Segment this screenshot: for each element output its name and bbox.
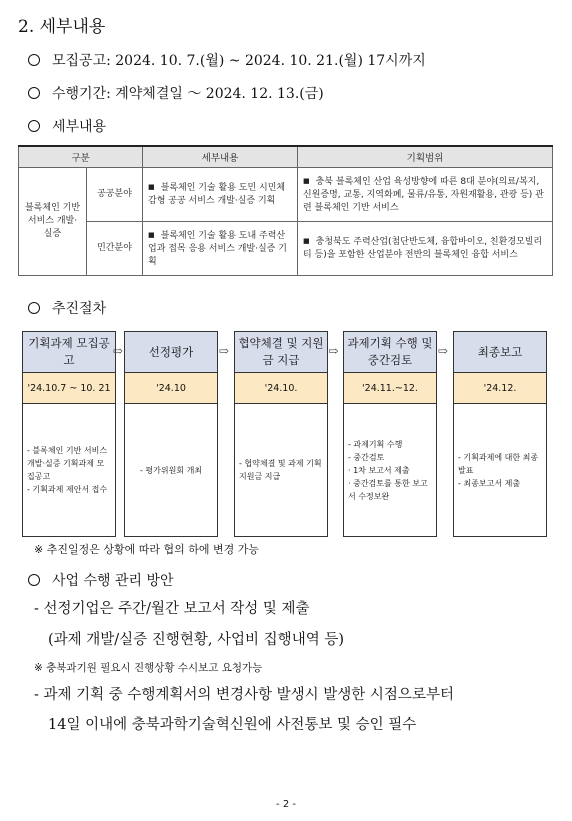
- bullet-detail: 세부내용: [28, 116, 106, 136]
- arrow-right-icon: ⇨: [438, 344, 449, 358]
- bullet-procedure: 추진절차: [28, 298, 106, 318]
- step-title: 최종보고: [454, 332, 546, 373]
- detail-cell: ■ 블록체인 기술 활용 도민 시민체감형 공공 서비스 개발·실증 기획: [143, 168, 298, 222]
- management-line-2: (과제 개발/실증 진행현황, 사업비 집행내역 등): [48, 632, 344, 648]
- circle-bullet-icon: [28, 574, 40, 586]
- step-date: '24.10: [125, 373, 217, 404]
- procedure-step: [343, 331, 437, 537]
- scope-cell: ■ 충북 블록체인 산업 육성방향에 따른 8대 분야(의료/복지, 신원증명, 교통, 지역화폐, 물류/유통, 자원재활용, 관광 등) 관련 블록체인 기반 서비스: [298, 168, 553, 222]
- step-body: - 협약체결 및 과제 기획지원금 지급: [239, 459, 322, 481]
- management-note: ※ 충북과기원 필요시 진행상황 수시보고 요청가능: [34, 662, 263, 674]
- step-title: 과제기획 수행 및 중간검토: [344, 332, 436, 373]
- page-number: - 2 -: [276, 799, 296, 810]
- step-body: - 평가위원회 개최: [139, 465, 203, 475]
- bullet-period: 수행기간: 계약체결일 ～ 2024. 12. 13.(금): [28, 83, 324, 103]
- arrow-right-icon: ⇨: [328, 344, 339, 358]
- management-line-3: - 과제 기획 중 수행계획서의 변경사항 발생시 발생한 시점으로부터: [34, 687, 454, 703]
- bullet-management: 사업 수행 관리 방안: [28, 570, 174, 590]
- schedule-note: ※ 추진일정은 상황에 따라 협의 하에 변경 가능: [34, 543, 259, 556]
- detail-table: [18, 145, 553, 276]
- step-title: 선정평가: [125, 332, 217, 373]
- arrow-right-icon: ⇨: [219, 344, 230, 358]
- bullet-recruit: 모집공고: 2024. 10. 7.(월) ~ 2024. 10. 21.(월) 17시까지: [28, 50, 426, 70]
- step-body: - 블록체인 기반 서비스 개발·실증 기획과제 모집공고 - 기획과제 제안서 접수: [27, 446, 108, 494]
- step-body: - 과제기획 수행 - 중간검토 · 1차 보고서 제출 · 중간검토를 통한 보고서 수정보완: [348, 439, 428, 501]
- step-date: '24.10.: [235, 373, 327, 404]
- step-date: '24.10.7 ~ 10. 21: [23, 373, 115, 404]
- step-body: - 기획과제에 대한 최종발표 - 최종보고서 제출: [458, 452, 539, 488]
- table-header-row: [19, 146, 553, 168]
- step-title: 기획과제 모집공고: [23, 332, 115, 373]
- category-cell: 공공분야: [87, 168, 143, 222]
- procedure-step: [22, 331, 116, 537]
- scope-cell: ■ 충청북도 주력산업(첨단반도체, 융합바이오, 친환경모빌리티 등)을 포함한 산업분야 전반의 블록체인 융합 서비스: [298, 222, 553, 276]
- procedure-step: [453, 331, 547, 537]
- step-title: 협약체결 및 지원금 지급: [235, 332, 327, 373]
- category-cell: 민간분야: [87, 222, 143, 276]
- management-line-4: 14일 이내에 충북과학기술혁신원에 사전통보 및 승인 필수: [48, 717, 417, 733]
- table-header: 세부내용: [143, 146, 298, 168]
- circle-bullet-icon: [28, 120, 40, 132]
- circle-bullet-icon: [28, 54, 40, 66]
- table-row: [19, 222, 553, 276]
- step-date: '24.12.: [454, 373, 546, 404]
- section-title: 2. 세부내용: [18, 17, 106, 37]
- group-label: 블록체인 기반 서비스 개발·실증: [19, 168, 87, 276]
- detail-cell: ■ 블록체인 기술 활용 도내 주력산업과 접목 응용 서비스 개발·실증 기획: [143, 222, 298, 276]
- procedure-step: [234, 331, 328, 537]
- management-line-1: - 선정기업은 주간/월간 보고서 작성 및 제출: [34, 601, 310, 617]
- circle-bullet-icon: [28, 302, 40, 314]
- circle-bullet-icon: [28, 87, 40, 99]
- table-row: [19, 168, 553, 222]
- step-date: '24.11.~12.: [344, 373, 436, 404]
- procedure-step: [124, 331, 218, 537]
- arrow-right-icon: ⇨: [113, 344, 124, 358]
- table-header: 구분: [19, 146, 143, 168]
- table-header: 기획범위: [298, 146, 553, 168]
